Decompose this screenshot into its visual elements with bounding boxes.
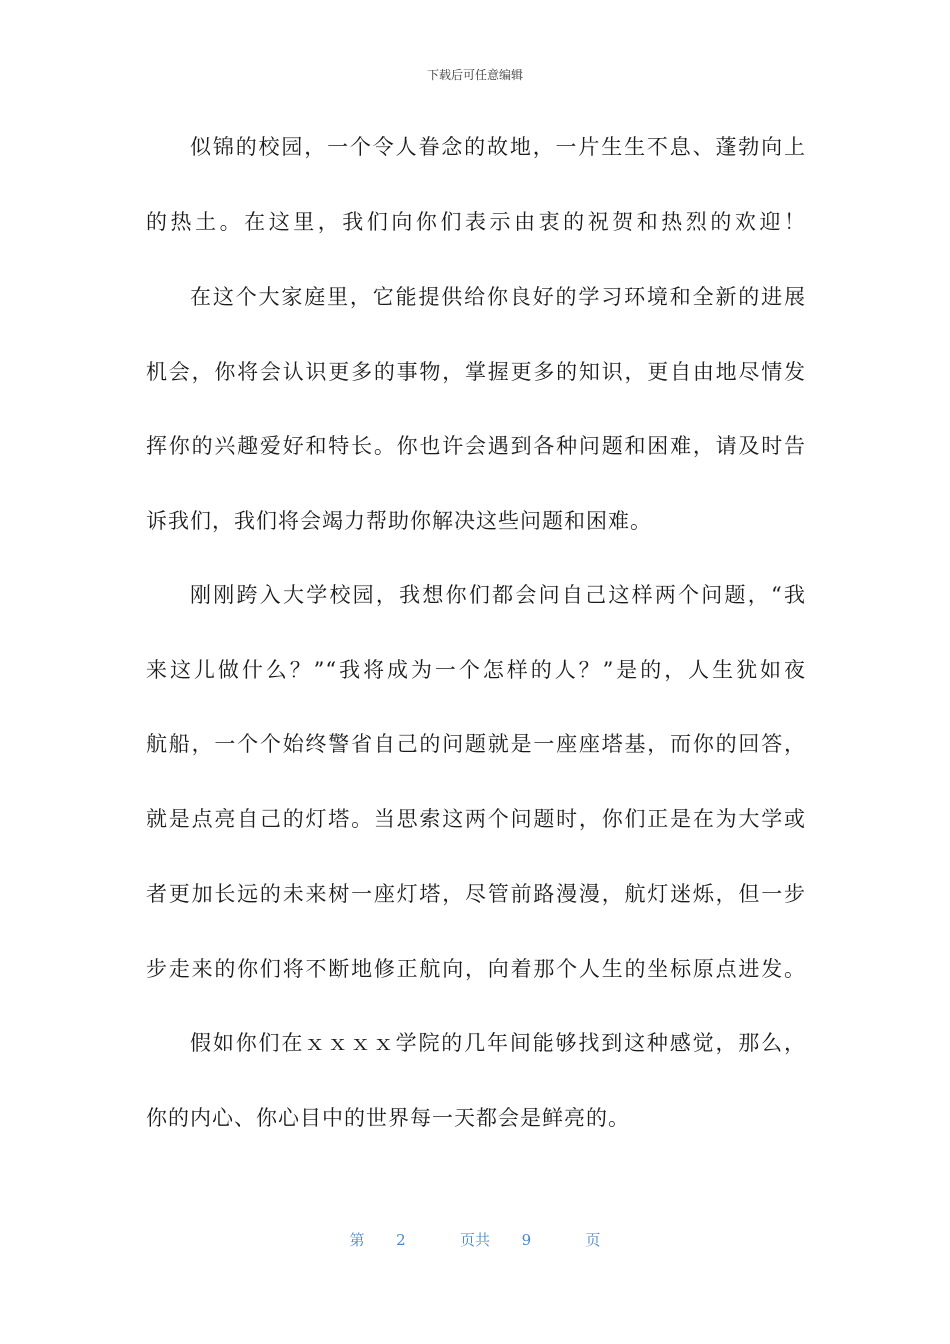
paragraph-line: 机会，你将会认识更多的事物，掌握更多的知识，更自由地尽情发 [146,360,806,384]
paragraph-line: 来这儿做什么？”“我将成为一个怎样的人？”是的，人生犹如夜 [146,658,806,682]
paragraph-line: 你的内心、你心目中的世界每一天都会是鲜亮的。 [146,1106,630,1130]
paragraph-line: 挥你的兴趣爱好和特长。你也许会遇到各种问题和困难，请及时告 [146,434,806,458]
paragraph-line: 就是点亮自己的灯塔。当思索这两个问题时，你们正是在为大学或 [146,807,806,831]
paragraph-line: 似锦的校园，一个令人眷念的故地，一片生生不息、蓬勃向上 [190,135,806,159]
paragraph-line: 假如你们在ｘｘｘｘ学院的几年间能够找到这种感觉，那么， [190,1031,806,1055]
paragraph-line: 诉我们，我们将会竭力帮助你解决这些问题和困难。 [146,509,652,533]
footer-page-total: 9 [521,1231,532,1249]
paragraph-line: 刚刚跨入大学校园，我想你们都会问自己这样两个问题，“我 [190,583,806,607]
paragraph-line: 航船，一个个始终警省自己的问题就是一座座塔基，而你的回答， [146,732,806,756]
footer-page-number: 2 [396,1231,406,1249]
footer-page-mid: 页共 [459,1231,490,1249]
paragraph-line: 步走来的你们将不断地修正航向，向着那个人生的坐标原点进发。 [146,957,806,981]
paragraph-line: 的热土。在这里，我们向你们表示由衷的祝贺和热烈的欢迎！ [146,210,806,234]
paragraph-line: 者更加长远的未来树一座灯塔，尽管前路漫漫，航灯迷烁，但一步 [146,882,806,906]
paragraph-line: 在这个大家庭里，它能提供给你良好的学习环境和全新的进展 [190,285,806,309]
page-footer [0,1229,950,1250]
footer-page-suffix: 页 [585,1231,601,1249]
page-header: 下载后可任意编辑 [426,68,523,82]
footer-page-prefix: 第 [349,1231,365,1249]
